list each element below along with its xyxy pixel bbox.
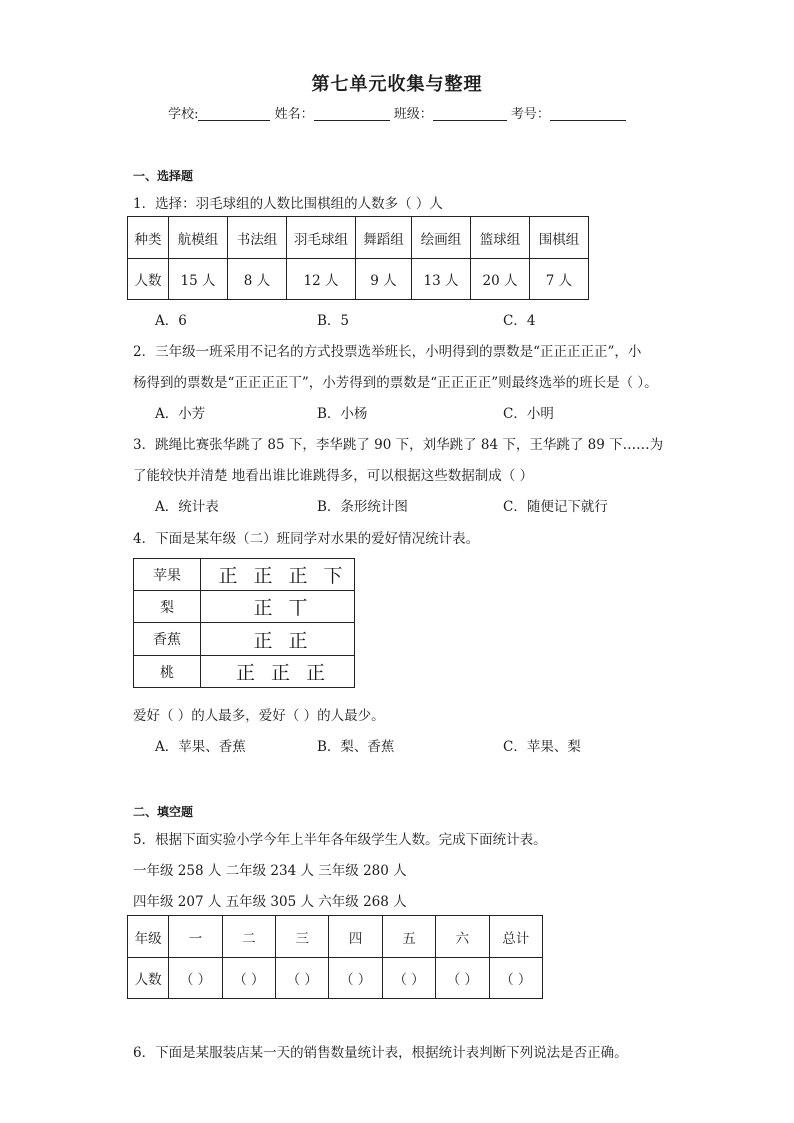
tally-mark: 正	[253, 597, 273, 619]
table-cell: 四	[329, 916, 382, 958]
table-cell: 三	[276, 916, 329, 958]
class-blank[interactable]	[433, 106, 507, 121]
tally-mark: 正	[218, 565, 238, 587]
table-cell: 围棋组	[530, 217, 589, 259]
tally-mark: 正	[235, 662, 255, 684]
group-count-table	[127, 216, 589, 300]
table-cell: 13 人	[412, 259, 471, 300]
tally-mark: 正	[288, 629, 308, 652]
tally-marks	[201, 623, 355, 656]
tally-marks	[201, 656, 355, 688]
exam-number-blank[interactable]	[550, 106, 626, 121]
q4-option-a[interactable]: A．苹果、香蕉	[155, 739, 246, 755]
tally-mark: 下	[323, 565, 343, 587]
tally-label: 苹果	[134, 559, 201, 591]
table-cell: 9 人	[356, 259, 412, 300]
table-cell: 航模组	[169, 217, 228, 259]
fruit-tally-table	[133, 558, 355, 688]
q3-option-b[interactable]: B．条形统计图	[317, 499, 408, 515]
table-row	[134, 623, 355, 656]
table-cell: 六	[436, 916, 489, 958]
table-cell: 7 人	[530, 259, 589, 300]
table-header-row	[128, 916, 543, 958]
table-cell: 种类	[128, 217, 169, 259]
question-2-line-2: 杨得到的票数是“正正正正丅”，小芳得到的票数是“正正正正”则最终选举的班长是（ ）。	[133, 375, 658, 391]
question-5-text: 5．根据下面实验小学今年上半年各年级学生人数。完成下面统计表。	[133, 832, 547, 848]
table-row	[134, 591, 355, 623]
tally-mark: 正	[253, 565, 273, 587]
name-label: 姓名：	[274, 107, 314, 122]
table-cell: 舞蹈组	[356, 217, 412, 259]
tally-label: 梨	[134, 591, 201, 623]
table-cell: 人数	[128, 259, 169, 300]
question-6-text: 6．下面是某服装店某一天的销售数量统计表，根据统计表判断下列说法是否正确。	[133, 1045, 628, 1061]
tally-label: 桃	[134, 656, 201, 688]
table-row	[128, 259, 589, 300]
tally-mark: 正	[270, 662, 290, 684]
table-cell: 一	[169, 916, 222, 958]
q1-option-b[interactable]: B．5	[317, 313, 350, 329]
exam-number-label: 考号：	[510, 107, 550, 122]
table-row	[134, 656, 355, 688]
question-4-text: 4．下面是某年级（二）班同学对水果的爱好情况统计表。	[133, 531, 480, 547]
school-label: 学校:	[168, 107, 199, 122]
q2-option-c[interactable]: C．小明	[503, 406, 554, 422]
q4-option-c[interactable]: C．苹果、梨	[503, 739, 581, 755]
tally-mark: 丅	[288, 597, 308, 619]
answer-blank-cell[interactable]: （ ）	[276, 958, 329, 999]
answer-blank-cell[interactable]: （ ）	[169, 958, 222, 999]
name-blank[interactable]	[314, 106, 390, 121]
table-cell: 羽毛球组	[287, 217, 356, 259]
table-cell: 绘画组	[412, 217, 471, 259]
table-cell: 12 人	[287, 259, 356, 300]
grade-count-table	[127, 915, 543, 999]
table-cell: 五	[382, 916, 435, 958]
table-row	[134, 559, 355, 591]
question-3-line-1: 3．跳绳比赛张华跳了 85 下，李华跳了 90 下，刘华跳了 84 下，王华跳了 89 下……为	[133, 437, 664, 453]
table-cell: 8 人	[228, 259, 287, 300]
question-3-line-2: 了能较快并清楚 地看出谁比谁跳得多，可以根据这些数据制成（ ）	[133, 468, 534, 484]
student-info-line	[0, 103, 794, 122]
q2-option-b[interactable]: B．小杨	[317, 406, 368, 422]
answer-blank-cell[interactable]: （ ）	[329, 958, 382, 999]
question-4-prompt: 爱好（ ）的人最多，爱好（ ）的人最少。	[133, 708, 385, 724]
page-title: 第七单元收集与整理	[311, 74, 483, 95]
table-cell: 总计	[489, 916, 542, 958]
table-header-row	[128, 217, 589, 259]
tally-mark: 正	[288, 565, 308, 587]
tally-marks	[201, 591, 355, 623]
table-cell: 15 人	[169, 259, 228, 300]
q1-option-c[interactable]: C．4	[503, 313, 536, 329]
question-1-text: 1．选择：羽毛球组的人数比围棋组的人数多（ ）人	[133, 196, 443, 212]
tally-mark: 正	[305, 662, 325, 684]
table-cell: 书法组	[228, 217, 287, 259]
q1-option-a[interactable]: A．6	[155, 313, 187, 329]
table-row	[128, 958, 543, 999]
section-heading-choice: 一、选择题	[133, 169, 194, 183]
section-heading-fill-in: 二、填空题	[133, 805, 194, 819]
tally-label: 香蕉	[134, 623, 201, 656]
table-cell: 20 人	[471, 259, 530, 300]
question-2-line-1: 2．三年级一班采用不记名的方式投票选举班长，小明得到的票数是“正正正正正”，小	[133, 344, 642, 360]
q3-option-c[interactable]: C．随便记下就行	[503, 499, 608, 515]
answer-blank-cell[interactable]: （ ）	[222, 958, 275, 999]
answer-blank-cell[interactable]: （ ）	[436, 958, 489, 999]
class-label: 班级：	[393, 107, 433, 122]
answer-blank-cell[interactable]: （ ）	[382, 958, 435, 999]
q2-option-a[interactable]: A．小芳	[155, 406, 206, 422]
question-5-data-line-1: 一年级 258 人 二年级 234 人 三年级 280 人	[133, 863, 407, 879]
tally-marks	[201, 559, 355, 591]
tally-mark: 正	[253, 629, 273, 652]
question-5-data-line-2: 四年级 207 人 五年级 305 人 六年级 268 人	[133, 894, 407, 910]
table-cell: 年级	[128, 916, 169, 958]
q4-option-b[interactable]: B．梨、香蕉	[317, 739, 395, 755]
table-cell: 篮球组	[471, 217, 530, 259]
table-cell: 二	[222, 916, 275, 958]
table-cell: 人数	[128, 958, 169, 999]
answer-blank-cell[interactable]: （ ）	[489, 958, 542, 999]
school-blank[interactable]	[198, 106, 270, 121]
q3-option-a[interactable]: A．统计表	[155, 499, 219, 515]
